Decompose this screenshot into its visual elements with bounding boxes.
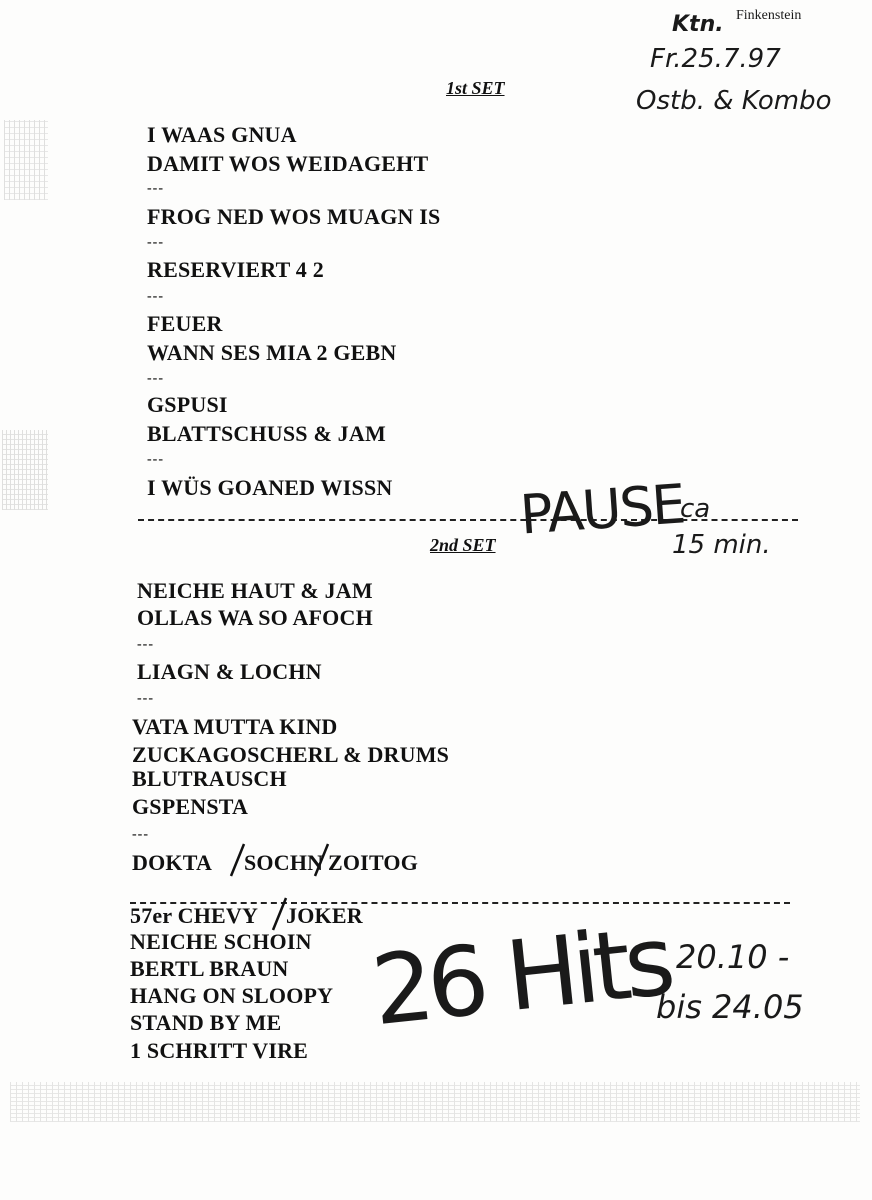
set1-song: WANN SES MIA 2 GEBN [147, 340, 397, 365]
scan-noise-left-top [4, 120, 48, 200]
set2-song: DOKTA [132, 850, 213, 875]
encore-song: HANG ON SLOOPY [130, 983, 334, 1008]
set2-song: LIAGN & LOCHN [137, 659, 322, 684]
song-separator: --- [147, 371, 164, 386]
set1-heading: 1st SET [446, 78, 505, 98]
handwritten-hits-count: 26 Hits [366, 904, 675, 1048]
handwritten-band: Ostb. & Kombo [636, 86, 832, 116]
set2-song: NEICHE HAUT & JAM [137, 578, 373, 603]
handwritten-period-to: bis 24.05 [656, 988, 804, 1026]
set1-song: RESERVIERT 4 2 [147, 257, 324, 282]
encore-song: 57er CHEVY [130, 903, 259, 928]
song-separator: --- [137, 637, 154, 652]
set2-song: GSPENSTA [132, 794, 249, 819]
encore-song: JOKER [286, 903, 363, 928]
handwritten-date: Fr.25.7.97 [650, 44, 781, 74]
handwritten-pause: PAUSE [518, 472, 686, 547]
set2-song: SOCHN [244, 850, 324, 875]
set1-song: DAMIT WOS WEIDAGEHT [147, 151, 429, 176]
set1-song: I WÜS GOANED WISSN [147, 475, 393, 500]
song-separator: --- [147, 452, 164, 467]
song-separator: --- [147, 181, 164, 196]
encore-song: STAND BY ME [130, 1010, 282, 1035]
encore-song: 1 SCHRITT VIRE [130, 1038, 309, 1063]
set2-heading: 2nd SET [430, 535, 496, 555]
handwritten-pause-ca: ca [680, 494, 711, 524]
song-separator: --- [147, 235, 164, 250]
set1-song: I WAAS GNUA [147, 122, 297, 147]
handwritten-period-from: 20.10 - [676, 938, 790, 976]
scan-noise-left-mid [2, 430, 48, 510]
encore-song: BERTL BRAUN [130, 956, 289, 981]
scan-noise-bottom [10, 1082, 860, 1122]
set2-song: VATA MUTTA KIND [132, 714, 338, 739]
handwritten-pause-duration: 15 min. [672, 530, 771, 560]
set1-song: BLATTSCHUSS & JAM [147, 421, 386, 446]
set1-song: FROG NED WOS MUAGN IS [147, 204, 441, 229]
set2-song: ZUCKAGOSCHERL & DRUMS [132, 742, 450, 767]
set2-song: BLUTRAUSCH [132, 766, 287, 791]
song-separator: --- [137, 691, 154, 706]
set2-song: OLLAS WA SO AFOCH [137, 605, 373, 630]
set1-song: GSPUSI [147, 392, 228, 417]
set1-song: FEUER [147, 311, 223, 336]
set2-song: ZOITOG [328, 850, 419, 875]
song-separator: --- [147, 289, 164, 304]
song-separator: --- [132, 827, 149, 842]
handwritten-venue: Ktn. [672, 12, 724, 37]
handwritten-venue-name: Finkenstein [736, 8, 802, 23]
encore-song: NEICHE SCHOIN [130, 929, 312, 954]
